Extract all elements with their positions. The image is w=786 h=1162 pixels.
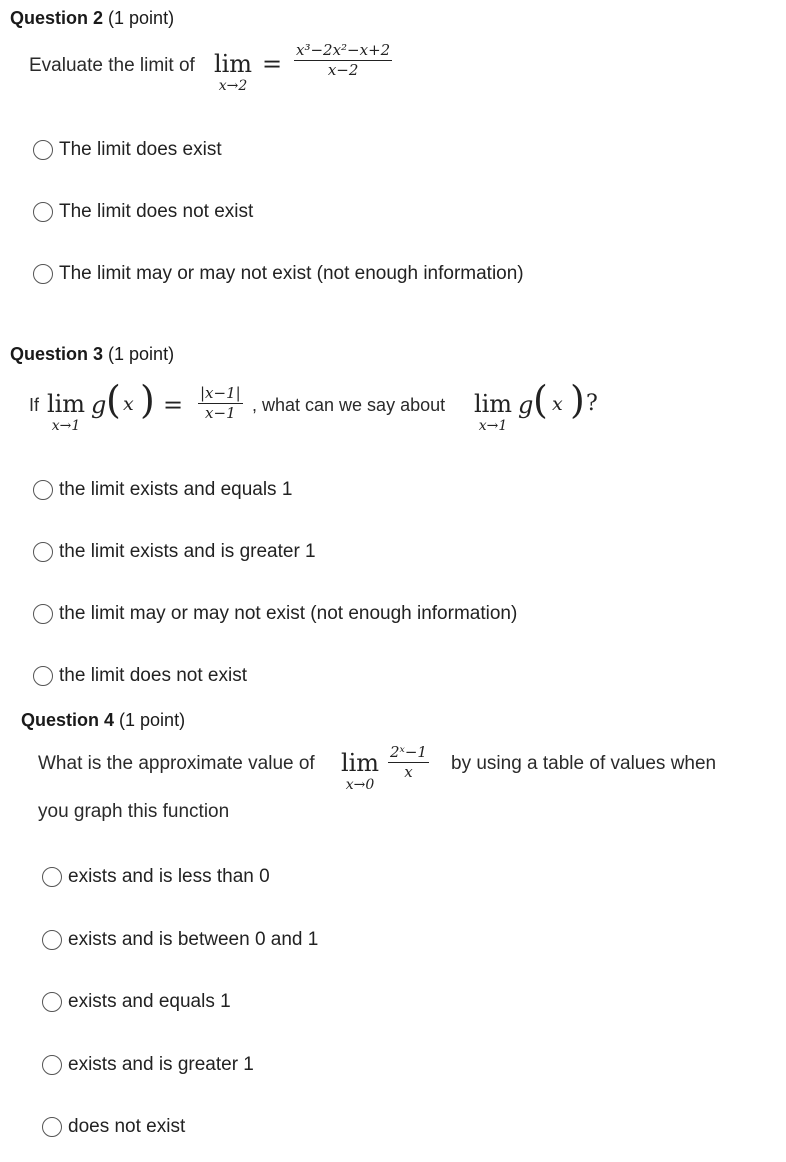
q3-title: Question 3 bbox=[10, 344, 104, 364]
q3-g: g bbox=[91, 391, 107, 419]
radio-button[interactable] bbox=[33, 604, 53, 624]
q4-points: (1 point) bbox=[119, 710, 186, 730]
q2-fraction bbox=[294, 42, 392, 79]
q3-rparen: ) bbox=[140, 378, 155, 422]
q3-lparen: ( bbox=[106, 378, 121, 422]
q2-lim-word: lim bbox=[213, 50, 253, 78]
q4-heading bbox=[21, 710, 185, 731]
q4-prompt-b: by using a table of values when bbox=[451, 753, 717, 774]
option-label: The limit may or may not exist (not enough information) bbox=[59, 263, 524, 284]
q3-heading bbox=[10, 344, 174, 365]
option-label: exists and is less than 0 bbox=[68, 866, 270, 887]
q2-numerator: x³−2x²−x+2 bbox=[296, 41, 391, 59]
q2-lim-sub: x→2 bbox=[218, 78, 248, 94]
radio-button[interactable] bbox=[33, 140, 53, 160]
q3-g-2: g bbox=[518, 391, 534, 419]
q3-limit-2 bbox=[472, 392, 514, 434]
q4-lim-sub: x→0 bbox=[345, 777, 375, 793]
radio-button[interactable] bbox=[42, 867, 62, 887]
q2-option-2[interactable] bbox=[33, 199, 253, 225]
radio-button[interactable] bbox=[42, 1055, 62, 1075]
q2-title: Question 2 bbox=[10, 8, 104, 28]
q2-prompt: Evaluate the limit of bbox=[29, 55, 195, 76]
q4-prompt-c: you graph this function bbox=[38, 801, 230, 822]
q2-denominator: x−2 bbox=[327, 61, 359, 79]
option-label: exists and is greater 1 bbox=[68, 1054, 254, 1075]
radio-button[interactable] bbox=[42, 992, 62, 1012]
radio-button[interactable] bbox=[33, 480, 53, 500]
radio-button[interactable] bbox=[42, 930, 62, 950]
q4-prompt-a: What is the approximate value of bbox=[38, 753, 315, 774]
q3-option-3[interactable] bbox=[33, 601, 517, 627]
q4-option-1[interactable] bbox=[42, 864, 270, 890]
q4-numerator: 2ˣ−1 bbox=[390, 743, 427, 761]
q2-option-1[interactable] bbox=[33, 137, 222, 163]
q4-option-4[interactable] bbox=[42, 1052, 254, 1078]
radio-button[interactable] bbox=[33, 202, 53, 222]
q2-points: (1 point) bbox=[108, 8, 175, 28]
option-label: the limit exists and is greater 1 bbox=[59, 541, 316, 562]
q3-equals: = bbox=[163, 391, 184, 419]
q3-option-1[interactable] bbox=[33, 477, 292, 503]
q4-title: Question 4 bbox=[21, 710, 115, 730]
q3-points: (1 point) bbox=[108, 344, 175, 364]
q3-limit bbox=[45, 392, 87, 434]
radio-button[interactable] bbox=[42, 1117, 62, 1137]
q3-lparen-2: ( bbox=[533, 378, 548, 422]
q3-x: x bbox=[123, 393, 134, 415]
q4-option-5[interactable] bbox=[42, 1114, 185, 1140]
q2-option-3[interactable] bbox=[33, 261, 524, 287]
q3-rparen-2: ) bbox=[570, 378, 585, 422]
radio-button[interactable] bbox=[33, 264, 53, 284]
q3-fraction bbox=[198, 385, 243, 422]
q2-limit bbox=[208, 52, 258, 94]
q3-option-4[interactable] bbox=[33, 663, 247, 689]
option-label: the limit may or may not exist (not enough information) bbox=[59, 603, 518, 624]
q2-heading bbox=[10, 8, 174, 29]
q3-denominator: x−1 bbox=[205, 404, 236, 422]
option-label: the limit exists and equals 1 bbox=[59, 479, 293, 500]
q3-question-mark: ? bbox=[586, 391, 598, 416]
option-label: does not exist bbox=[68, 1116, 186, 1137]
q4-lim-word: lim bbox=[340, 749, 380, 777]
q4-fraction bbox=[388, 744, 429, 781]
q3-middle-text: , what can we say about bbox=[252, 395, 446, 415]
q4-limit bbox=[338, 751, 382, 793]
option-label: exists and equals 1 bbox=[68, 991, 231, 1012]
option-label: the limit does not exist bbox=[59, 665, 247, 686]
q4-option-3[interactable] bbox=[42, 989, 231, 1015]
q2-equals: = bbox=[262, 50, 283, 78]
q3-lim-sub-2: x→1 bbox=[478, 418, 508, 434]
q3-numerator: |x−1| bbox=[200, 384, 241, 402]
q3-if: If bbox=[29, 395, 40, 415]
q3-option-2[interactable] bbox=[33, 539, 316, 565]
q3-lim-word-2: lim bbox=[473, 390, 513, 418]
q3-lim-sub: x→1 bbox=[51, 418, 81, 434]
option-label: exists and is between 0 and 1 bbox=[68, 929, 319, 950]
radio-button[interactable] bbox=[33, 666, 53, 686]
option-label: The limit does not exist bbox=[59, 201, 254, 222]
option-label: The limit does exist bbox=[59, 139, 222, 160]
q3-x-2: x bbox=[552, 393, 563, 415]
q4-option-2[interactable] bbox=[42, 927, 318, 953]
q3-lim-word: lim bbox=[46, 390, 86, 418]
q4-denominator: x bbox=[404, 763, 413, 781]
radio-button[interactable] bbox=[33, 542, 53, 562]
